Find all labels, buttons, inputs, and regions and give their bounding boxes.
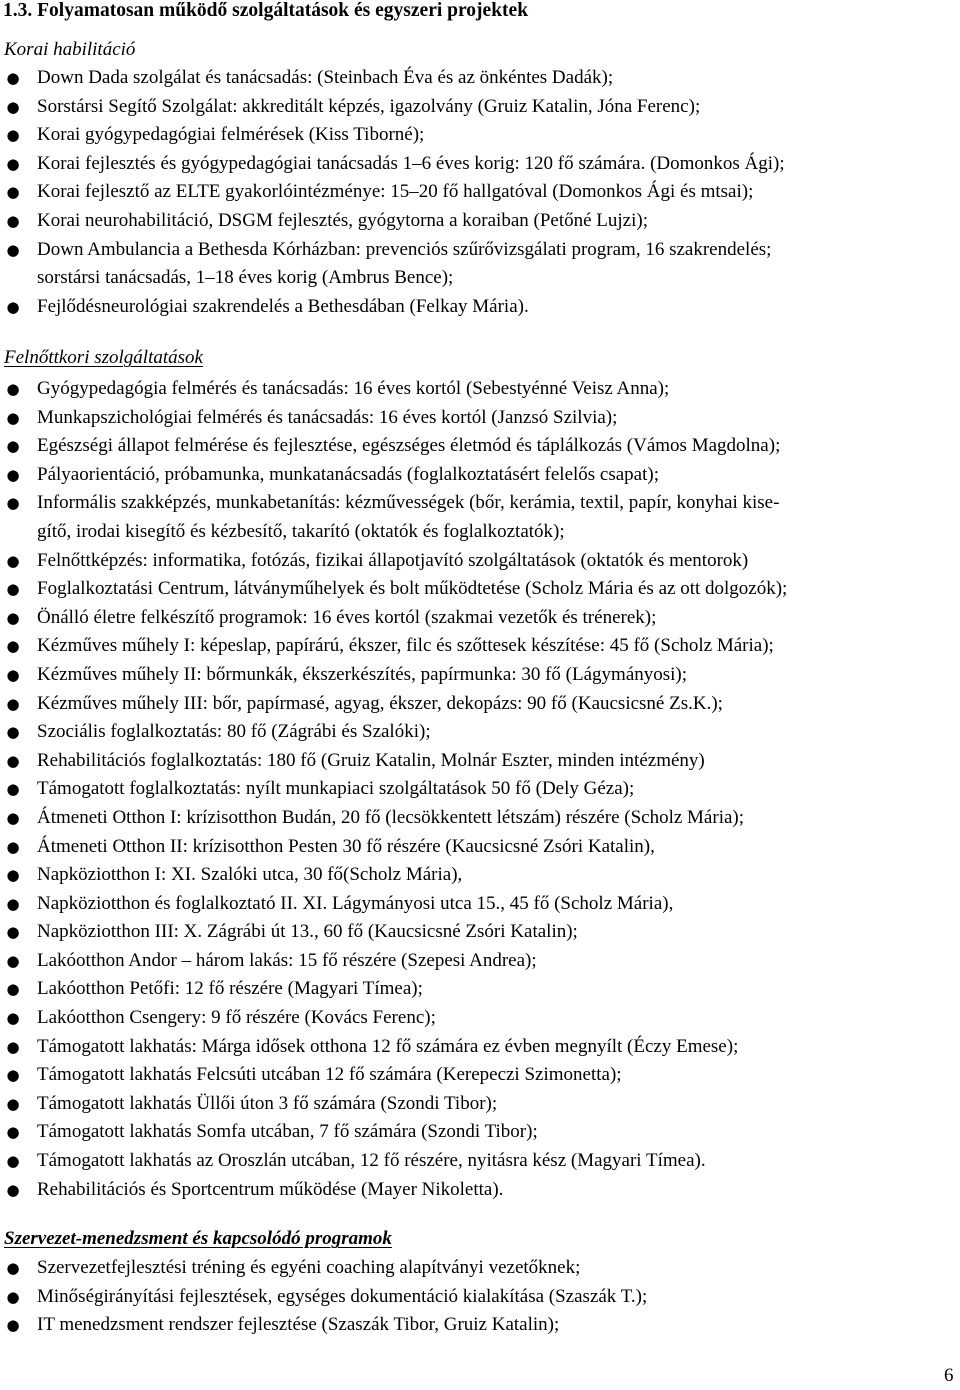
- bullet-icon: ●: [6, 580, 20, 599]
- bullet-icon: ●: [6, 751, 20, 770]
- list-item-text: Lakóotthon Csengery: 9 fő részére (Kovács Ferenc);: [37, 1007, 436, 1029]
- bullet-icon: ●: [6, 494, 20, 513]
- list-item-text: Korai fejlesztő az ELTE gyakorlóintézménye: 15–20 fő hallgatóval (Domonkos Ági és mtsai);: [37, 181, 754, 203]
- list-item: [0, 1254, 960, 1283]
- list-item-text: Korai neurohabilitáció, DSGM fejlesztés, gyógytorna a koraiban (Petőné Lujzi);: [37, 209, 648, 231]
- list-item: [0, 121, 960, 150]
- list-item: [0, 575, 960, 604]
- list-item-text: Kézműves műhely III: bőr, papírmasé, agyag, ékszer, dekopázs: 90 fő (Kaucsicsné Zs.K.);: [37, 692, 723, 714]
- list-item-text: Fejlődésneurológiai szakrendelés a Bethesdában (Felkay Mária).: [37, 295, 529, 317]
- list-item: [0, 236, 960, 293]
- bullet-icon: ●: [6, 97, 20, 116]
- bullet-icon: ●: [6, 1152, 20, 1171]
- list-item-text: Átmeneti Otthon II: krízisotthon Pesten 30 fő részére (Kaucsicsné Zsóri Katalin),: [37, 835, 655, 857]
- bullet-icon: ●: [6, 437, 20, 456]
- bullet-icon: ●: [6, 240, 20, 259]
- list-item-text: Önálló életre felkészítő programok: 16 éves kortól (szakmai vezetők és trénerek);: [37, 606, 657, 628]
- organization-management-list: [0, 1254, 960, 1340]
- list-item: [0, 93, 960, 122]
- page-number: 6: [944, 1365, 954, 1386]
- bullet-icon: ●: [6, 980, 20, 999]
- bullet-icon: ●: [6, 183, 20, 202]
- list-item: [0, 1090, 960, 1119]
- list-item: [0, 1004, 960, 1033]
- bullet-icon: ●: [6, 1259, 20, 1277]
- bullet-icon: ●: [6, 465, 20, 484]
- list-item-text: Rehabilitációs és Sportcentrum működése (Mayer Nikoletta).: [37, 1178, 504, 1200]
- list-item-text: Down Ambulancia a Bethesda Kórházban: prevenciós szűrővizsgálati program, 16 szakrendelés; sorstársi tanácsadás, 1–18 éves korig (Ambrus Bence);: [37, 238, 772, 289]
- list-item-text: Szervezetfejlesztési tréning és egyéni coaching alapítványi vezetőknek;: [37, 1257, 581, 1278]
- bullet-icon: ●: [6, 837, 20, 856]
- bullet-icon: ●: [6, 1037, 20, 1056]
- list-item: [0, 1176, 960, 1205]
- list-item-text: Szociális foglalkoztatás: 80 fő (Zágrábi és Szalóki);: [37, 721, 431, 743]
- bullet-icon: ●: [6, 608, 20, 627]
- list-item-text: Foglalkoztatási Centrum, látványműhelyek és bolt működtetése (Scholz Mária és az ott dolgozók);: [37, 578, 788, 600]
- list-item: [0, 547, 960, 576]
- list-item: [0, 1147, 960, 1176]
- list-item: [0, 690, 960, 719]
- list-item-text: Napköziotthon I: XI. Szalóki utca, 30 fő(Scholz Mária),: [37, 864, 463, 886]
- list-item: [0, 432, 960, 461]
- bullet-icon: ●: [6, 69, 20, 87]
- list-item: [0, 918, 960, 947]
- list-item: [0, 1061, 960, 1090]
- list-item: [0, 833, 960, 862]
- list-item-text: Támogatott lakhatás Felcsúti utcában 12 fő számára (Kerepeczi Szimonetta);: [37, 1064, 622, 1086]
- list-item-text: Támogatott lakhatás Üllői úton 3 fő számára (Szondi Tibor);: [37, 1092, 498, 1114]
- section-title: 1.3. Folyamatosan működő szolgáltatások és egyszeri projektek: [3, 0, 529, 21]
- bullet-icon: ●: [6, 694, 20, 713]
- list-item: [0, 775, 960, 804]
- bullet-icon: ●: [6, 866, 20, 885]
- list-item-text: IT menedzsment rendszer fejlesztése (Szaszák Tibor, Gruiz Katalin);: [37, 1314, 560, 1336]
- bullet-icon: ●: [6, 408, 20, 427]
- bullet-icon: ●: [6, 551, 20, 570]
- list-item: [0, 1311, 960, 1340]
- list-item: [0, 1033, 960, 1062]
- bullet-icon: ●: [6, 380, 20, 398]
- heading-organization-management: Szervezet-menedzsment és kapcsolódó programok: [4, 1228, 392, 1249]
- list-item: [0, 747, 960, 776]
- list-item-text: Kézműves műhely I: képeslap, papírárú, ékszer, filc és szőttesek készítése: 45 fő (Scholz Mária);: [37, 635, 774, 657]
- bullet-icon: ●: [6, 211, 20, 230]
- bullet-icon: ●: [6, 665, 20, 684]
- list-item: [0, 861, 960, 890]
- list-item: [0, 718, 960, 747]
- list-item-text: Támogatott foglalkoztatás: nyílt munkapiaci szolgáltatások 50 fő (Dely Géza);: [37, 778, 635, 800]
- heading-adult-services: Felnőttkori szolgáltatások: [4, 347, 203, 368]
- bullet-icon: ●: [6, 951, 20, 970]
- bullet-icon: ●: [6, 637, 20, 656]
- list-item-text: Támogatott lakhatás Somfa utcában, 7 fő számára (Szondi Tibor);: [37, 1121, 538, 1143]
- list-item-text: Rehabilitációs foglalkoztatás: 180 fő (Gruiz Katalin, Molnár Eszter, minden intézmény): [37, 749, 705, 771]
- list-item: [0, 207, 960, 236]
- bullet-icon: ●: [6, 1094, 20, 1113]
- list-item-text: Korai gyógypedagógiai felmérések (Kiss Tiborné);: [37, 124, 425, 146]
- list-item: [0, 461, 960, 490]
- bullet-icon: ●: [6, 154, 20, 173]
- list-item: [0, 404, 960, 433]
- list-item: [0, 975, 960, 1004]
- list-item: [0, 293, 960, 322]
- list-item-text: Pályaorientáció, próbamunka, munkatanácsadás (foglalkoztatásért felelős csapat);: [37, 463, 659, 485]
- bullet-icon: ●: [6, 297, 20, 316]
- list-item-text: Átmeneti Otthon I: krízisotthon Budán, 20 fő (lecsökkentett létszám) részére (Scholz Mária);: [37, 806, 745, 828]
- list-item-text: Korai fejlesztés és gyógypedagógiai tanácsadás 1–6 éves korig: 120 fő számára. (Domonkos Ági);: [37, 152, 785, 174]
- list-item: [0, 64, 960, 93]
- list-item: [0, 890, 960, 919]
- heading-early-habilitation: Korai habilitáció: [4, 39, 136, 60]
- list-item: [0, 661, 960, 690]
- list-item-text: Down Dada szolgálat és tanácsadás: (Steinbach Éva és az önkéntes Dadák);: [37, 67, 614, 88]
- early-habilitation-list: [0, 64, 960, 321]
- bullet-icon: ●: [6, 1066, 20, 1085]
- list-item-text: Munkapszichológiai felmérés és tanácsadás: 16 éves kortól (Janzsó Szilvia);: [37, 406, 618, 428]
- list-item: [0, 1283, 960, 1312]
- list-item-text: Egészségi állapot felmérése és fejlesztése, egészséges életmód és táplálkozás (Vámos Magdolna);: [37, 435, 781, 457]
- list-item-text: Lakóotthon Andor – három lakás: 15 fő részére (Szepesi Andrea);: [37, 949, 537, 971]
- bullet-icon: ●: [6, 1180, 20, 1199]
- adult-services-list: [0, 375, 960, 1204]
- bullet-icon: ●: [6, 1316, 20, 1335]
- list-item-text: Támogatott lakhatás az Oroszlán utcában, 12 fő részére, nyitásra kész (Magyari Tímea).: [37, 1150, 706, 1172]
- bullet-icon: ●: [6, 1123, 20, 1142]
- list-item: [0, 178, 960, 207]
- bullet-icon: ●: [6, 1287, 20, 1306]
- list-item-text: Kézműves műhely II: bőrmunkák, ékszerkészítés, papírmunka: 30 fő (Lágymányosi);: [37, 663, 688, 685]
- list-item-text: Minőségirányítási fejlesztések, egységes dokumentáció kialakítása (Szaszák T.);: [37, 1285, 648, 1307]
- bullet-icon: ●: [6, 126, 20, 145]
- list-item-text: Sorstársi Segítő Szolgálat: akkreditált képzés, igazolvány (Gruiz Katalin, Jóna Ferenc);: [37, 95, 701, 117]
- list-item-text: Támogatott lakhatás: Márga idősek otthona 12 fő számára ez évben megnyílt (Éczy Emese);: [37, 1035, 739, 1057]
- list-item-text: Informális szakképzés, munkabetanítás: kézművességek (bőr, kerámia, textil, papír, konyhai kise- gítő, irodai kisegítő és kézbesítő, takarító (oktatók és foglalkoztatók);: [37, 492, 780, 542]
- list-item-text: Gyógypedagógia felmérés és tanácsadás: 16 éves kortól (Sebestyénné Veisz Anna);: [37, 378, 670, 399]
- bullet-icon: ●: [6, 780, 20, 799]
- list-item: [0, 632, 960, 661]
- list-item-text: Napköziotthon III: X. Zágrábi út 13., 60 fő (Kaucsicsné Zsóri Katalin);: [37, 921, 578, 943]
- bullet-icon: ●: [6, 1009, 20, 1028]
- list-item-text: Lakóotthon Petőfi: 12 fő részére (Magyari Tímea);: [37, 978, 423, 1000]
- list-item: [0, 1118, 960, 1147]
- list-item: [0, 804, 960, 833]
- list-item-text: Napköziotthon és foglalkoztató II. XI. Lágymányosi utca 15., 45 fő (Scholz Mária),: [37, 892, 674, 914]
- list-item: [0, 150, 960, 179]
- bullet-icon: ●: [6, 808, 20, 827]
- list-item: [0, 604, 960, 633]
- list-item: [0, 375, 960, 404]
- list-item-text: Felnőttképzés: informatika, fotózás, fizikai állapotjavító szolgáltatások (oktatók és mentorok): [37, 549, 749, 571]
- bullet-icon: ●: [6, 894, 20, 913]
- bullet-icon: ●: [6, 723, 20, 742]
- list-item: [0, 489, 960, 546]
- list-item: [0, 947, 960, 976]
- bullet-icon: ●: [6, 923, 20, 942]
